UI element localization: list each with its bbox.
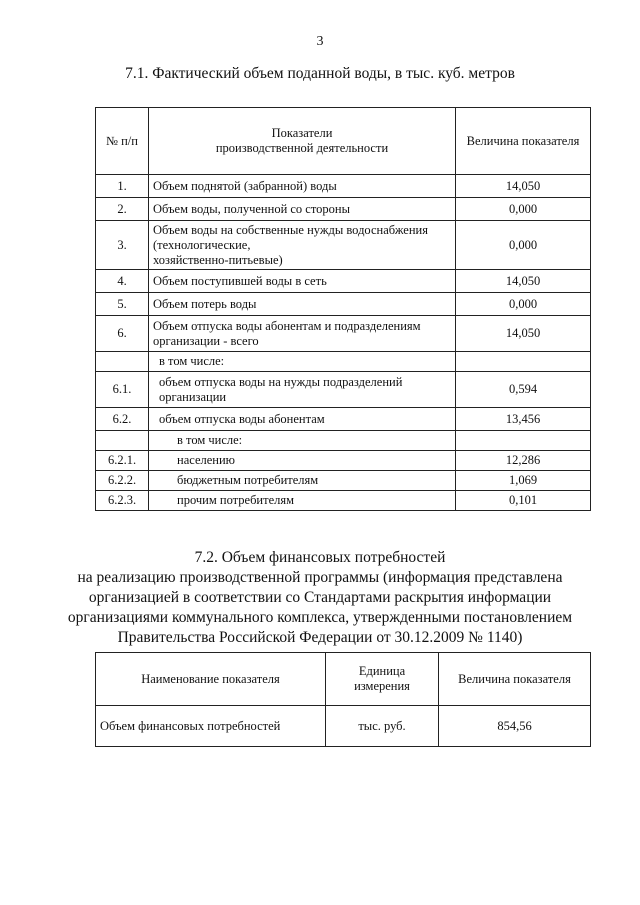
header-value: Величина показателя [439, 653, 591, 706]
cell-value: 1,069 [456, 471, 591, 491]
cell-num: 4. [96, 270, 149, 293]
table-row [96, 706, 591, 747]
cell-label: Объем воды на собственные нужды водоснабжения (технологические, хозяйственно-питьевые) [149, 221, 456, 270]
cell-label: прочим потребителям [149, 491, 456, 511]
table-row [96, 270, 591, 293]
cell-value: 0,000 [456, 221, 591, 270]
cell-unit: тыс. руб. [326, 706, 439, 747]
cell-value: 0,594 [456, 372, 591, 408]
table-row [96, 221, 591, 270]
table-row [96, 352, 591, 372]
cell-label: объем отпуска воды абонентам [149, 408, 456, 431]
cell-num: 5. [96, 293, 149, 316]
cell-label: объем отпуска воды на нужды подразделений организации [149, 372, 456, 408]
title-line: организациями коммунального комплекса, утвержденными постановлением [67, 609, 573, 626]
cell-label: Объем воды, полученной со стороны [149, 198, 456, 221]
cell-label: Объем отпуска воды абонентам и подразделениям организации - всего [149, 316, 456, 352]
table-row [96, 451, 591, 471]
cell-num: 6.2.2. [96, 471, 149, 491]
table-row [96, 316, 591, 352]
cell-label: Объем поступившей воды в сеть [149, 270, 456, 293]
title-line: организацией в соответствии со Стандартами раскрытия информации [88, 589, 552, 606]
water-volume-table [95, 107, 591, 511]
cell-num: 2. [96, 198, 149, 221]
cell-value: 14,050 [456, 270, 591, 293]
cell-value: 854,56 [439, 706, 591, 747]
cell-value: 14,050 [456, 316, 591, 352]
financial-needs-table [95, 652, 591, 747]
cell-label: в том числе: [149, 352, 456, 372]
cell-label: бюджетным потребителям [149, 471, 456, 491]
section-title-7-1: 7.1. Фактический объем поданной воды, в тыс. куб. метров [125, 65, 515, 82]
table-row [96, 175, 591, 198]
cell-value: 14,050 [456, 175, 591, 198]
cell-label: населению [149, 451, 456, 471]
cell-num: 1. [96, 175, 149, 198]
cell-label: Объем потерь воды [149, 293, 456, 316]
title-line: Правительства Российской Федерации от 30.12.2009 № 1140) [117, 629, 523, 646]
cell-num: 3. [96, 221, 149, 270]
table-row [96, 431, 591, 451]
cell-num: 6.1. [96, 372, 149, 408]
cell-label: Объем поднятой (забранной) воды [149, 175, 456, 198]
table-row [96, 293, 591, 316]
header-value: Величина показателя [456, 108, 591, 175]
cell-value: 0,000 [456, 293, 591, 316]
cell-value: 0,101 [456, 491, 591, 511]
cell-name: Объем финансовых потребностей [96, 706, 326, 747]
cell-num: 6. [96, 316, 149, 352]
cell-num [96, 431, 149, 451]
table-row [96, 372, 591, 408]
header-unit: Единица измерения [326, 653, 439, 706]
cell-num [96, 352, 149, 372]
cell-label: в том числе: [149, 431, 456, 451]
table-row [96, 408, 591, 431]
header-num: № п/п [96, 108, 149, 175]
cell-value: 0,000 [456, 198, 591, 221]
title-line: 7.2. Объем финансовых потребностей [194, 549, 446, 566]
cell-value: 12,286 [456, 451, 591, 471]
cell-num: 6.2.3. [96, 491, 149, 511]
page-number: 3 [316, 34, 324, 49]
header-indicator: Показатели производственной деятельности [149, 108, 456, 175]
cell-value [456, 431, 591, 451]
table-header-row [96, 653, 591, 706]
table-header-row [96, 108, 591, 175]
cell-num: 6.2. [96, 408, 149, 431]
title-line: на реализацию производственной программы (информация представлена [77, 569, 563, 586]
cell-value [456, 352, 591, 372]
table-row [96, 198, 591, 221]
header-name: Наименование показателя [96, 653, 326, 706]
table-row [96, 471, 591, 491]
section-title-7-2 [0, 548, 640, 648]
table-row [96, 491, 591, 511]
cell-num: 6.2.1. [96, 451, 149, 471]
cell-value: 13,456 [456, 408, 591, 431]
